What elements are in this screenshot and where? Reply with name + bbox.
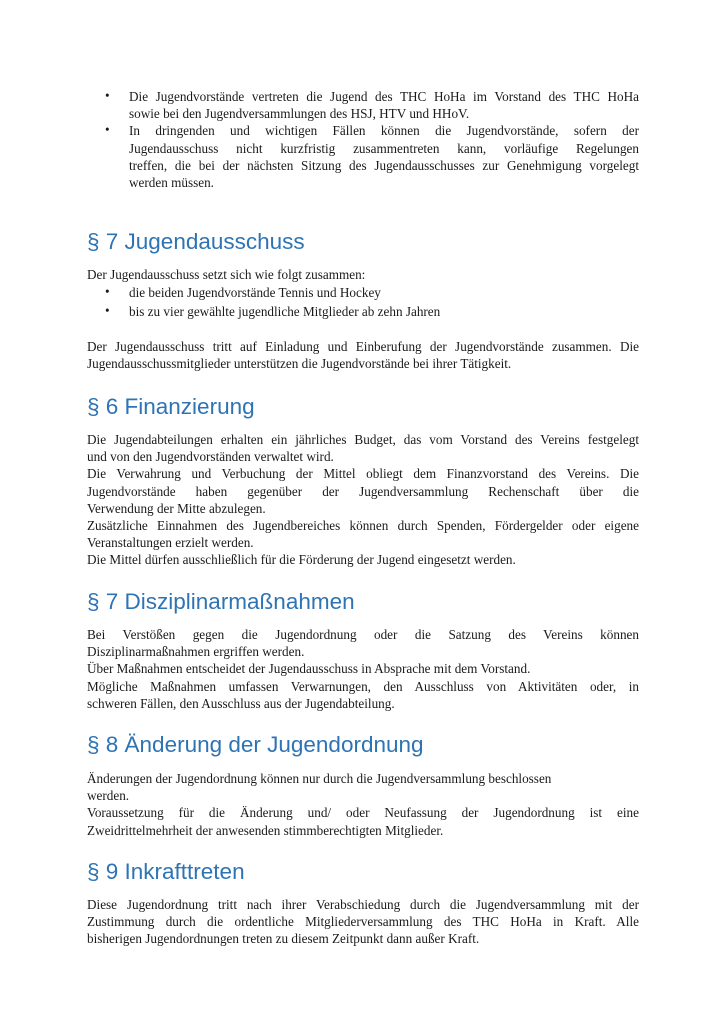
text-line: Über Maßnahmen entscheidet der Jugendausschuss in Absprache mit dem Vorstand. [87, 661, 531, 677]
section-heading: § 6 Finanzierung [87, 394, 255, 419]
text-line: Jugendausschuss nicht kurzfristig zusammentreten kann, vorläufige Regelungen [129, 140, 639, 156]
list-item [87, 122, 639, 191]
intro-bullet-list [87, 88, 639, 191]
text-line: Diese Jugendordnung tritt nach ihrer Verabschiedung durch die Jugendversammlung mit der [87, 897, 639, 912]
text-line: Voraussetzung für die Änderung und/ oder Neufassung der Jugendordnung ist eine [87, 805, 639, 821]
section-body [87, 770, 639, 839]
text-line: Disziplinarmaßnahmen ergriffen werden. [87, 644, 305, 660]
section-heading: § 7 Jugendausschuss [87, 229, 305, 254]
text-line: und von den Jugendvorständen verwaltet wird. [87, 449, 334, 465]
text-line: Die Verwahrung und Verbuchung der Mittel obliegt dem Finanzvorstand des Vereins. Die [87, 466, 639, 482]
text-line: schweren Fällen, den Ausschluss aus der Jugendabteilung. [87, 695, 395, 711]
section-heading: § 7 Disziplinarmaßnahmen [87, 589, 355, 614]
text-line: Jugendvorstände haben gegenüber der Jugendversammlung Rechenschaft über die [87, 483, 639, 499]
text-line: Die Jugendabteilungen erhalten ein jährliches Budget, das vom Vorstand des Vereins festgelegt [87, 432, 639, 447]
text-line: • In dringenden und wichtigen Fällen können die Jugendvorstände, sofern der [129, 123, 639, 139]
text-line: Zustimmung durch die ordentliche Mitgliederversammlung des THC HoHa in Kraft. Alle [87, 914, 639, 930]
text-line: Der Jugendausschuss setzt sich wie folgt zusammen: [87, 267, 366, 282]
text-line: Verwendung der Mitte abzulegen. [87, 500, 266, 516]
text-line: Zweidrittelmehrheit der anwesenden stimmberechtigten Mitglieder. [87, 822, 444, 838]
section-heading: § 8 Änderung der Jugendordnung [87, 732, 424, 757]
text-line: Die Mittel dürfen ausschließlich für die Förderung der Jugend eingesetzt werden. [87, 552, 516, 568]
list-item [87, 284, 639, 301]
text-line: • die beiden Jugendvorstände Tennis und Hockey [129, 285, 381, 301]
section-body [87, 896, 639, 948]
text-line: • Die Jugendvorstände vertreten die Jugend des THC HoHa im Vorstand des THC HoHa [129, 89, 639, 104]
text-line: sowie bei den Jugendversammlungen des HSJ, HTV und HHoV. [129, 106, 470, 122]
section-body [87, 626, 639, 712]
text-line: • bis zu vier gewählte jugendliche Mitglieder ab zehn Jahren [129, 304, 441, 320]
text-line: bisherigen Jugendordnungen treten zu diesem Zeitpunkt dann außer Kraft. [87, 931, 480, 947]
text-line: werden müssen. [129, 175, 214, 191]
text-line: Veranstaltungen erzielt werden. [87, 535, 254, 551]
section-body [87, 266, 639, 372]
text-line: Bei Verstößen gegen die Jugendordnung oder die Satzung des Vereins können [87, 627, 639, 642]
text-line: Mögliche Maßnahmen umfassen Verwarnungen, den Ausschluss von Aktivitäten oder, in [87, 678, 639, 694]
text-line: werden. [87, 788, 130, 804]
list-item [87, 303, 639, 320]
text-line: treffen, die bei der nächsten Sitzung des Jugendausschusses zur Genehmigung vorgelegt [129, 157, 639, 173]
text-line: Jugendausschussmitglieder unterstützen die Jugendvorstände bei ihrer Tätigkeit. [87, 355, 512, 371]
section-heading: § 9 Inkrafttreten [87, 859, 245, 884]
list-item [87, 88, 639, 122]
text-line: Änderungen der Jugendordnung können nur durch die Jugendversammlung beschlossen [87, 771, 552, 786]
section-body [87, 431, 639, 569]
text-line: Zusätzliche Einnahmen des Jugendbereiches können durch Spenden, Fördergelder oder eigene [87, 518, 639, 534]
text-line: Der Jugendausschuss tritt auf Einladung und Einberufung der Jugendvorstände zusammen. Die [87, 338, 639, 354]
